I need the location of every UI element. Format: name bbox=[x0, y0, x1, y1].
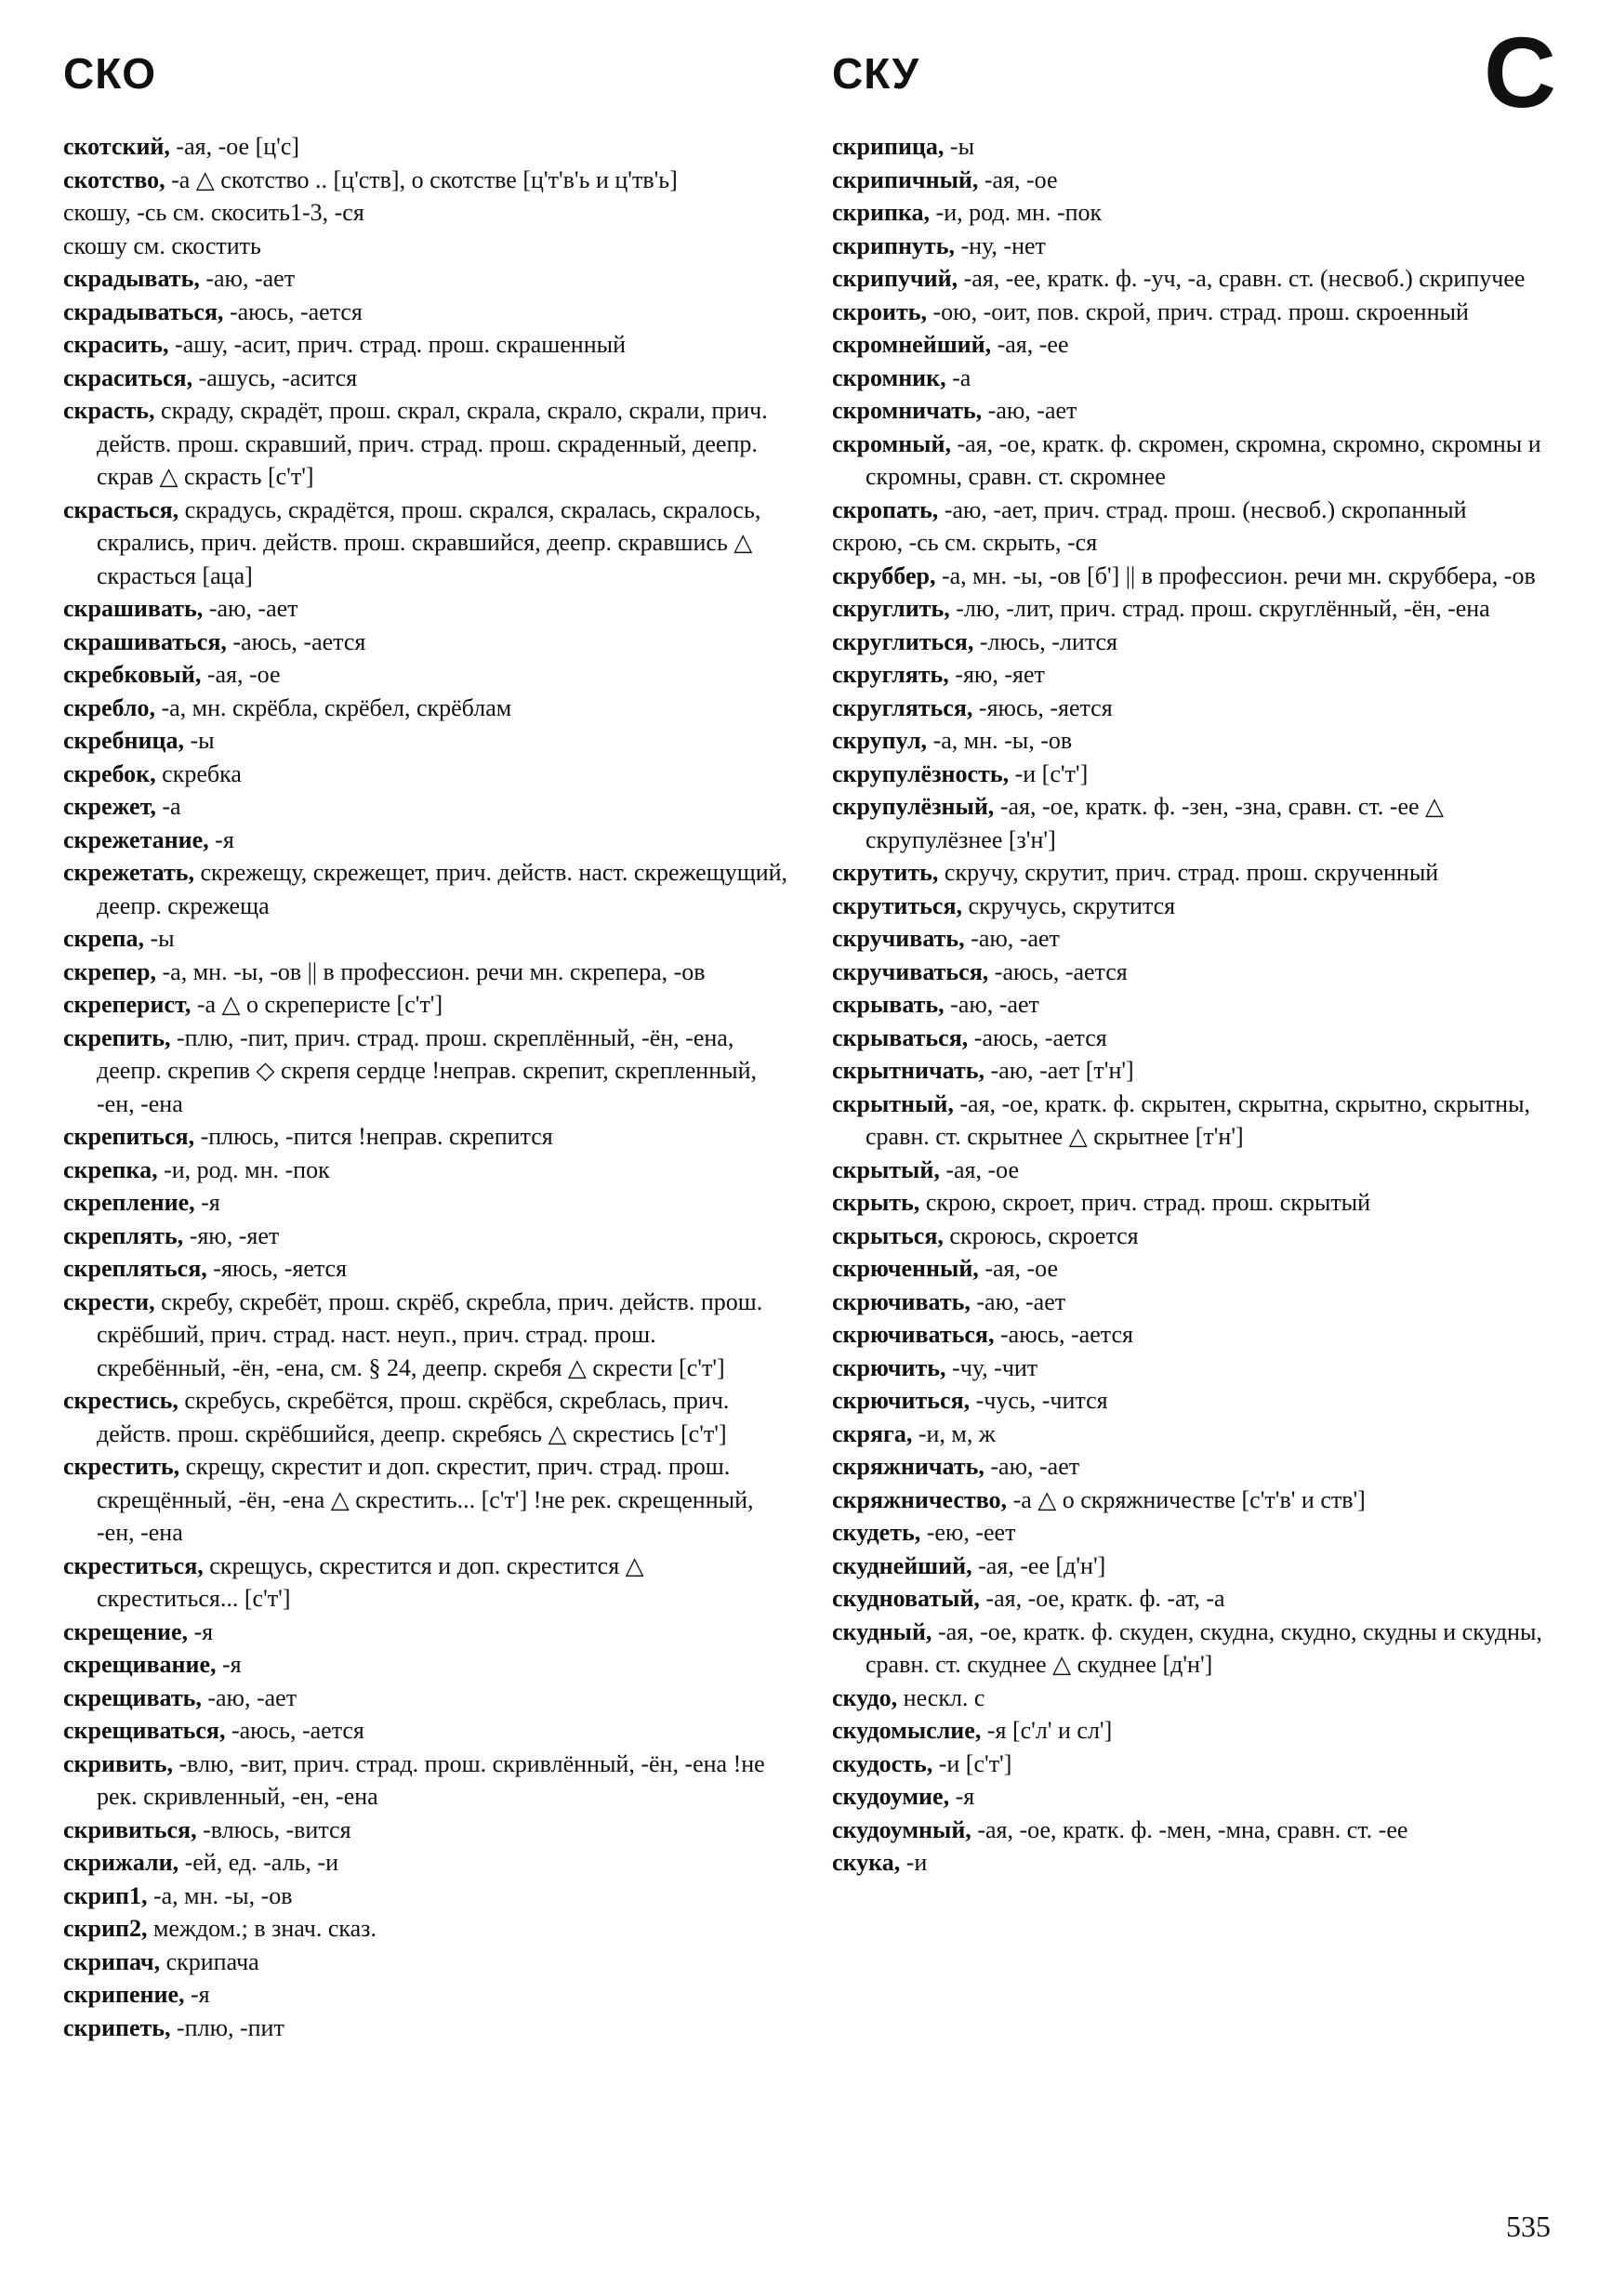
entry-headword: скрепление, bbox=[63, 1189, 195, 1216]
dictionary-entry bbox=[832, 362, 1557, 395]
entry-headword: скривиться, bbox=[63, 1815, 197, 1843]
entry-body: -а △ о скреперисте [с'т'] bbox=[191, 991, 443, 1018]
entry-body: скребу, скребёт, прош. скрёб, скребла, прич. действ. прош. скрёбший, прич. страд. наст. неуп., прич. страд. прош. скребённый, -ён, -ена, см. § 24, деепр. скребя △ скрести [с'т'] bbox=[97, 1287, 763, 1381]
entry-headword: скребок, bbox=[63, 759, 156, 787]
entry-headword: скруббер, bbox=[832, 561, 936, 589]
entry-body: -чу, -чит bbox=[945, 1353, 1038, 1381]
entry-body: -а, мн. -ы, -ов bbox=[147, 1881, 293, 1909]
entry-body: -ая, -ое bbox=[978, 165, 1058, 193]
running-head-right: СКУ bbox=[832, 49, 920, 98]
entry-body: -я bbox=[188, 1617, 214, 1645]
entry-headword: скраситься, bbox=[63, 363, 193, 391]
entry-body: -аюсь, -ается bbox=[225, 1717, 364, 1744]
dictionary-entry bbox=[832, 196, 1557, 230]
entry-body: -аю, -ает, прич. страд. прош. (несвоб.) скропанный bbox=[938, 495, 1467, 523]
entry-body: -а, мн. скрёбла, скрёбел, скрёблам bbox=[154, 693, 512, 721]
entry-headword: скрыться, bbox=[832, 1221, 944, 1249]
entry-body: -люсь, -лится bbox=[973, 627, 1118, 655]
entry-body: -аю, -ает bbox=[199, 265, 296, 292]
dictionary-entry bbox=[63, 626, 788, 659]
dictionary-entry bbox=[63, 1814, 788, 1847]
entry-body: -яюсь, -яется bbox=[972, 693, 1113, 721]
running-head-left: СКО bbox=[63, 49, 157, 98]
entry-body: -ая, -ое, кратк. ф. скуден, скудна, скудно, скудны и скудны, сравн. ст. скуднее △ скуднее [д'н'] bbox=[866, 1617, 1542, 1678]
entry-body: -аю, -ает bbox=[982, 397, 1077, 424]
entry-body: -плюсь, -пится !неправ. скрепится bbox=[194, 1123, 553, 1150]
entry-body: скрипача bbox=[160, 1947, 259, 1975]
entry-headword: скряжничать, bbox=[832, 1453, 985, 1480]
entry-body: скрещу, скрестит и доп. скрестит, прич. страд. прош. скрещённый, -ён, -ена △ скрестить... [с'т'] !не рек. скрещенный, -ен, -ена bbox=[97, 1453, 754, 1546]
entry-headword: скрупул, bbox=[832, 727, 928, 754]
entry-body: -ей, ед. -аль, -и bbox=[178, 1849, 338, 1876]
entry-body: -ая, -ое bbox=[978, 1255, 1058, 1282]
entry-body: -я bbox=[184, 1981, 210, 2008]
entry-headword: скрасить, bbox=[63, 331, 169, 358]
dictionary-entry bbox=[63, 328, 788, 362]
entry-headword: скрипнуть, bbox=[832, 231, 955, 259]
entry-body: -аю, -ает bbox=[984, 1453, 1080, 1480]
entry-headword: скрепер, bbox=[63, 957, 157, 985]
entry-headword: скрутиться, bbox=[832, 891, 963, 919]
dictionary-entry bbox=[832, 526, 1557, 560]
entry-body: -ашу, -асит, прич. страд. прош. скрашенный bbox=[168, 331, 627, 358]
dictionary-entry bbox=[832, 956, 1557, 989]
dictionary-entry bbox=[832, 692, 1557, 725]
left-column bbox=[63, 130, 788, 2044]
entry-body: -ая, -ое, кратк. ф. скромен, скромна, скромно, скромны и скромны, сравн. ст. скромнее bbox=[866, 429, 1541, 490]
entry-body: скрою, -сь см. скрыть, -ся bbox=[832, 529, 1098, 556]
entry-headword: скудомыслие, bbox=[832, 1717, 982, 1744]
dictionary-entry bbox=[63, 1384, 788, 1450]
entry-headword: скромник, bbox=[832, 363, 946, 391]
entry-body: -ая, -ое, кратк. ф. -ат, -а bbox=[979, 1585, 1225, 1612]
dictionary-entry bbox=[63, 1550, 788, 1616]
dictionary-entry bbox=[832, 296, 1557, 329]
dictionary-entry bbox=[63, 1252, 788, 1286]
dictionary-entry bbox=[63, 296, 788, 329]
entry-headword: скряжничество, bbox=[832, 1485, 1008, 1513]
dictionary-entry bbox=[832, 1682, 1557, 1715]
entry-body: -я [с'л' и сл'] bbox=[981, 1717, 1113, 1744]
entry-headword: скрадывать, bbox=[63, 265, 200, 292]
entry-body: -чусь, -чится bbox=[970, 1387, 1108, 1414]
entry-headword: скудный, bbox=[832, 1617, 932, 1645]
entry-headword: скрашиваться, bbox=[63, 627, 227, 655]
entry-body: скребка bbox=[155, 759, 242, 787]
dictionary-entry bbox=[832, 1516, 1557, 1550]
entry-body: -я bbox=[216, 1651, 242, 1678]
dictionary-entry bbox=[63, 1846, 788, 1880]
entry-headword: скрасться, bbox=[63, 495, 179, 523]
entry-headword: скрижали, bbox=[63, 1849, 179, 1876]
dictionary-entry bbox=[63, 1220, 788, 1253]
dictionary-entry bbox=[63, 824, 788, 857]
entry-body: -а, мн. -ы, -ов || в профессион. речи мн. скрепера, -ов bbox=[156, 957, 706, 985]
entry-body: -и, род. мн. -пок bbox=[157, 1155, 330, 1183]
entry-headword: скруглять, bbox=[832, 661, 949, 688]
entry-body: -аюсь, -ается bbox=[226, 627, 366, 655]
entry-headword: скручиваться, bbox=[832, 957, 989, 985]
entry-body: скошу см. скостить bbox=[63, 231, 261, 259]
entry-headword: скрытничать, bbox=[832, 1057, 985, 1084]
entry-body: -ая, -ое [ц'с] bbox=[169, 133, 300, 160]
dictionary-entry bbox=[63, 724, 788, 758]
dictionary-entry bbox=[63, 692, 788, 725]
entry-headword: скрещивание, bbox=[63, 1651, 217, 1678]
dictionary-entry bbox=[63, 196, 788, 230]
entry-headword: скрипица, bbox=[832, 133, 945, 160]
entry-body: междом.; в знач. сказ. bbox=[147, 1915, 377, 1942]
entry-headword: скрип2, bbox=[63, 1915, 148, 1942]
dictionary-entry bbox=[63, 856, 788, 922]
entry-body: -и bbox=[900, 1849, 928, 1876]
entry-body: -а bbox=[155, 793, 181, 820]
dictionary-entry bbox=[63, 658, 788, 692]
entry-headword: скудоумие, bbox=[832, 1783, 950, 1810]
entry-body: -ы bbox=[144, 925, 175, 952]
entry-body: скроюсь, скроется bbox=[943, 1221, 1139, 1249]
entry-headword: скряга, bbox=[832, 1419, 913, 1447]
entry-headword: скрежет, bbox=[63, 793, 156, 820]
dictionary-entry bbox=[63, 1978, 788, 2012]
entry-headword: скрипение, bbox=[63, 1981, 185, 2008]
entry-headword: скрывать, bbox=[832, 991, 945, 1018]
entry-body: -и, род. мн. -пок bbox=[930, 199, 1103, 226]
dictionary-entry bbox=[63, 1154, 788, 1187]
entry-headword: скрючить, bbox=[832, 1353, 946, 1381]
dictionary-entry bbox=[63, 2012, 788, 2045]
dictionary-entry bbox=[832, 1054, 1557, 1088]
dictionary-entry bbox=[63, 988, 788, 1022]
entry-headword: скромный, bbox=[832, 429, 951, 457]
entry-headword: скрестись, bbox=[63, 1387, 178, 1414]
entry-body: -аюсь, -ается bbox=[988, 957, 1128, 985]
dictionary-entry bbox=[63, 1714, 788, 1748]
entry-body: -лю, -лит, прич. страд. прош. скруглённый, -ён, -ена bbox=[949, 595, 1490, 622]
entry-headword: скроить, bbox=[832, 297, 927, 325]
dictionary-entry bbox=[832, 1318, 1557, 1352]
entry-body: -аю, -ает bbox=[970, 1287, 1066, 1315]
entry-body: -а △ о скряжничестве [с'т'в' и ств'] bbox=[1007, 1485, 1366, 1513]
dictionary-entry bbox=[832, 1846, 1557, 1880]
dictionary-entry bbox=[63, 1648, 788, 1682]
entry-headword: скруглить, bbox=[832, 595, 950, 622]
dictionary-entry bbox=[832, 1220, 1557, 1253]
entry-headword: скрипач, bbox=[63, 1947, 161, 1975]
entry-body: -аю, -ает bbox=[203, 595, 298, 622]
entry-body: скрещусь, скрестится и доп. скрестится △ скреститься... [с'т'] bbox=[97, 1551, 644, 1612]
entry-body: -ы bbox=[944, 133, 975, 160]
entry-headword: скотство, bbox=[63, 165, 165, 193]
entry-headword: скрещение, bbox=[63, 1617, 189, 1645]
entry-body: -аю, -ает bbox=[201, 1683, 297, 1711]
dictionary-entry bbox=[832, 1022, 1557, 1055]
entry-body: -а bbox=[945, 363, 971, 391]
dictionary-entry bbox=[63, 1912, 788, 1946]
dictionary-entry bbox=[832, 922, 1557, 956]
entry-body: -я bbox=[949, 1783, 975, 1810]
dictionary-entry bbox=[63, 922, 788, 956]
dictionary-entry bbox=[63, 1682, 788, 1715]
entry-body: -а, мн. -ы, -ов [б'] || в профессион. речи мн. скруббера, -ов bbox=[935, 561, 1536, 589]
entry-body: -ая, -ее [д'н'] bbox=[971, 1551, 1106, 1579]
entry-body: -я bbox=[194, 1189, 220, 1216]
entry-body: -я bbox=[208, 825, 234, 853]
dictionary-entry bbox=[832, 394, 1557, 428]
entry-body: -и [с'т'] bbox=[932, 1749, 1012, 1777]
dictionary-entry bbox=[63, 1120, 788, 1154]
entry-headword: скрепа, bbox=[63, 925, 145, 952]
dictionary-entry bbox=[63, 494, 788, 593]
entry-headword: скрадываться, bbox=[63, 297, 224, 325]
entry-headword: скрытный, bbox=[832, 1089, 954, 1117]
dictionary-entry bbox=[832, 1714, 1557, 1748]
dictionary-entry bbox=[63, 394, 788, 494]
dictionary-entry bbox=[63, 1748, 788, 1814]
dictionary-entry bbox=[832, 1484, 1557, 1517]
dictionary-entry bbox=[832, 1748, 1557, 1781]
entry-body: -яю, -яет bbox=[183, 1221, 280, 1249]
dictionary-entry bbox=[832, 1384, 1557, 1418]
entry-body: -яю, -яет bbox=[948, 661, 1045, 688]
entry-headword: скрипка, bbox=[832, 199, 931, 226]
entry-body: -аю, -ает bbox=[964, 925, 1060, 952]
entry-headword: скромнейший, bbox=[832, 331, 992, 358]
entry-body: -а, мн. -ы, -ов bbox=[927, 727, 1073, 754]
entry-headword: скрипучий, bbox=[832, 265, 958, 292]
dictionary-entry bbox=[832, 230, 1557, 263]
entry-headword: скрыть, bbox=[832, 1189, 920, 1216]
entry-headword: скрашивать, bbox=[63, 595, 204, 622]
entry-headword: скрещивать, bbox=[63, 1683, 202, 1711]
entry-body: -а △ скотство .. [ц'ств], о скотстве [ц'т'в'ь и ц'тв'ь] bbox=[165, 165, 678, 193]
dictionary-entry bbox=[63, 592, 788, 626]
entry-headword: скотский, bbox=[63, 133, 170, 160]
entry-headword: скрупулёзность, bbox=[832, 759, 1010, 787]
entry-headword: скрипичный, bbox=[832, 165, 979, 193]
dictionary-entry bbox=[832, 790, 1557, 856]
dictionary-entry bbox=[63, 1946, 788, 1979]
dictionary-entry bbox=[63, 1286, 788, 1385]
entry-headword: скрепляться, bbox=[63, 1255, 207, 1282]
entry-headword: скручивать, bbox=[832, 925, 965, 952]
entry-body: скраду, скрадёт, прош. скрал, скрала, скрало, скрали, прич. действ. прош. скравший, прич. страд. прош. скраденный, деепр. скрав △ скрасть [с'т'] bbox=[97, 397, 768, 490]
entry-body: -ы bbox=[183, 727, 215, 754]
entry-headword: скрипеть, bbox=[63, 2013, 171, 2041]
entry-headword: скребковый, bbox=[63, 661, 202, 688]
entry-body: -аю, -ает [т'н'] bbox=[985, 1057, 1134, 1084]
entry-body: скребусь, скребётся, прош. скрёбся, скреблась, прич. действ. прош. скрёбшийся, деепр. скребясь △ скрестись [с'т'] bbox=[97, 1387, 730, 1447]
dictionary-entry bbox=[832, 130, 1557, 164]
section-letter: С bbox=[1484, 16, 1556, 128]
entry-body: -аюсь, -ается bbox=[968, 1023, 1107, 1051]
dictionary-entry bbox=[63, 1022, 788, 1121]
dictionary-entry bbox=[832, 1814, 1557, 1847]
entry-body: -ая, -ое, кратк. ф. скрытен, скрытна, скрытно, скрытны, сравн. ст. скрытнее △ скрытнее [т'н'] bbox=[866, 1089, 1531, 1150]
dictionary-entry bbox=[832, 1154, 1557, 1187]
dictionary-entry bbox=[63, 164, 788, 197]
entry-body: скрежещу, скрежещет, прич. действ. наст. скрежещущий, деепр. скрежеща bbox=[97, 859, 788, 919]
dictionary-entry bbox=[832, 856, 1557, 890]
dictionary-entry bbox=[832, 1418, 1557, 1451]
entry-body: -яюсь, -яется bbox=[206, 1255, 348, 1282]
entry-headword: скребница, bbox=[63, 727, 184, 754]
dictionary-entry bbox=[63, 1880, 788, 1913]
dictionary-entry bbox=[832, 592, 1557, 626]
entry-body: -ая, -ое, кратк. ф. -мен, -мна, сравн. ст. -ее bbox=[971, 1815, 1408, 1843]
entry-headword: скрепка, bbox=[63, 1155, 158, 1183]
dictionary-entry bbox=[63, 230, 788, 263]
entry-body: -ая, -ое, кратк. ф. -зен, -зна, сравн. ст. -ее △ скрупулёзнее [з'н'] bbox=[866, 793, 1445, 853]
entry-headword: скруглиться, bbox=[832, 627, 974, 655]
dictionary-entry bbox=[832, 1088, 1557, 1154]
entry-headword: скрести, bbox=[63, 1287, 155, 1315]
dictionary-entry bbox=[63, 262, 788, 296]
dictionary-entry bbox=[832, 1550, 1557, 1583]
entry-body: -ою, -оит, пов. скрой, прич. страд. прош. скроенный bbox=[926, 297, 1469, 325]
entry-body: нескл. с bbox=[897, 1683, 985, 1711]
entry-body: -ашусь, -асится bbox=[192, 363, 358, 391]
dictionary-entry bbox=[63, 758, 788, 791]
entry-headword: скрестить, bbox=[63, 1453, 180, 1480]
entry-body: скручусь, скрутится bbox=[962, 891, 1176, 919]
dictionary-entry bbox=[832, 1780, 1557, 1814]
entry-headword: скрупулёзный, bbox=[832, 793, 995, 820]
entry-body: -ая, -ее, кратк. ф. -уч, -а, сравн. ст. (несвоб.) скрипучее bbox=[958, 265, 1526, 292]
dictionary-entry bbox=[832, 724, 1557, 758]
entry-headword: скуднейший, bbox=[832, 1551, 972, 1579]
dictionary-entry bbox=[832, 1450, 1557, 1484]
entry-body: -и, м, ж bbox=[912, 1419, 996, 1447]
entry-headword: скудо, bbox=[832, 1683, 898, 1711]
entry-body: -ая, -ее bbox=[991, 331, 1069, 358]
entry-body: -ею, -еет bbox=[920, 1519, 1016, 1546]
entry-body: скручу, скрутит, прич. страд. прош. скрученный bbox=[938, 859, 1439, 886]
entry-body: -влю, -вит, прич. страд. прош. скривлённый, -ён, -ена !не рек. скривленный, -ен, -ена bbox=[97, 1749, 765, 1810]
dictionary-entry bbox=[832, 658, 1557, 692]
dictionary-entry bbox=[832, 428, 1557, 494]
entry-body: -аю, -ает bbox=[944, 991, 1039, 1018]
dictionary-entry bbox=[832, 758, 1557, 791]
entry-headword: скрутить, bbox=[832, 859, 939, 886]
dictionary-entry bbox=[832, 626, 1557, 659]
dictionary-entry bbox=[832, 560, 1557, 593]
entry-body: -ая, -ое bbox=[939, 1155, 1020, 1183]
entry-body: -плю, -пит bbox=[170, 2013, 284, 2041]
entry-headword: скрасть, bbox=[63, 397, 155, 424]
entry-headword: скудость, bbox=[832, 1749, 933, 1777]
entry-body: -ая, -ое bbox=[201, 661, 281, 688]
entry-headword: скреститься, bbox=[63, 1551, 204, 1579]
page-number: 535 bbox=[1506, 2210, 1551, 2243]
dictionary-entry bbox=[63, 362, 788, 395]
entry-headword: скреплять, bbox=[63, 1221, 184, 1249]
entry-headword: скреперист, bbox=[63, 991, 192, 1018]
dictionary-entry bbox=[832, 988, 1557, 1022]
dictionary-entry bbox=[832, 890, 1557, 923]
entry-body: скрою, скроет, прич. страд. прош. скрытый bbox=[919, 1189, 1371, 1216]
dictionary-entry bbox=[832, 1286, 1557, 1319]
entry-body: скрадусь, скрадётся, прош. скрался, скралась, скралось, скрались, прич. действ. прош. скравшийся, деепр. скравшись △ скрасться [аца] bbox=[97, 495, 761, 589]
entry-headword: скрежетание, bbox=[63, 825, 209, 853]
dictionary-entry bbox=[832, 328, 1557, 362]
dictionary-entry bbox=[63, 790, 788, 824]
entry-body: -влюсь, -вится bbox=[196, 1815, 351, 1843]
entry-headword: скрючиваться, bbox=[832, 1321, 995, 1348]
entry-headword: скругляться, bbox=[832, 693, 973, 721]
entry-body: -и [с'т'] bbox=[1009, 759, 1089, 787]
entry-headword: скропать, bbox=[832, 495, 939, 523]
dictionary-entry bbox=[832, 262, 1557, 296]
dictionary-entry bbox=[832, 1252, 1557, 1286]
entry-headword: скрючивать, bbox=[832, 1287, 971, 1315]
dictionary-entry bbox=[63, 130, 788, 164]
right-column bbox=[832, 130, 1557, 1880]
dictionary-entry bbox=[63, 1616, 788, 1649]
entry-headword: скудеть, bbox=[832, 1519, 921, 1546]
entry-headword: скромничать, bbox=[832, 397, 983, 424]
entry-body: -ну, -нет bbox=[954, 231, 1046, 259]
entry-headword: скудоумный, bbox=[832, 1815, 971, 1843]
entry-headword: скрюченный, bbox=[832, 1255, 979, 1282]
entry-body: -плю, -пит, прич. страд. прош. скреплённый, -ён, -ена, деепр. скрепив ◇ скрепя сердце !неправ. скрепит, скрепленный, -ен, -ена bbox=[97, 1023, 757, 1117]
dictionary-entry bbox=[832, 164, 1557, 197]
entry-body: -аюсь, -ается bbox=[223, 297, 363, 325]
dictionary-entry bbox=[63, 956, 788, 989]
dictionary-entry bbox=[832, 1582, 1557, 1616]
dictionary-entry bbox=[832, 1186, 1557, 1220]
dictionary-entry bbox=[63, 1186, 788, 1220]
entry-headword: скудноватый, bbox=[832, 1585, 980, 1612]
entry-body: -аюсь, -ается bbox=[994, 1321, 1133, 1348]
dictionary-entry bbox=[832, 494, 1557, 527]
entry-headword: скривить, bbox=[63, 1749, 174, 1777]
entry-headword: скрип1, bbox=[63, 1881, 148, 1909]
dictionary-entry bbox=[832, 1352, 1557, 1385]
dictionary-entry bbox=[63, 1450, 788, 1550]
entry-body: скошу, -сь см. скосить1-3, -ся bbox=[63, 199, 364, 226]
entry-headword: скрючиться, bbox=[832, 1387, 971, 1414]
entry-headword: скрещиваться, bbox=[63, 1717, 226, 1744]
dictionary-entry bbox=[832, 1616, 1557, 1682]
entry-headword: скребло, bbox=[63, 693, 155, 721]
entry-headword: скрепить, bbox=[63, 1023, 171, 1051]
entry-headword: скрежетать, bbox=[63, 859, 195, 886]
entry-headword: скрепиться, bbox=[63, 1123, 195, 1150]
entry-headword: скрываться, bbox=[832, 1023, 969, 1051]
entry-headword: скука, bbox=[832, 1849, 901, 1876]
entry-headword: скрытый, bbox=[832, 1155, 940, 1183]
